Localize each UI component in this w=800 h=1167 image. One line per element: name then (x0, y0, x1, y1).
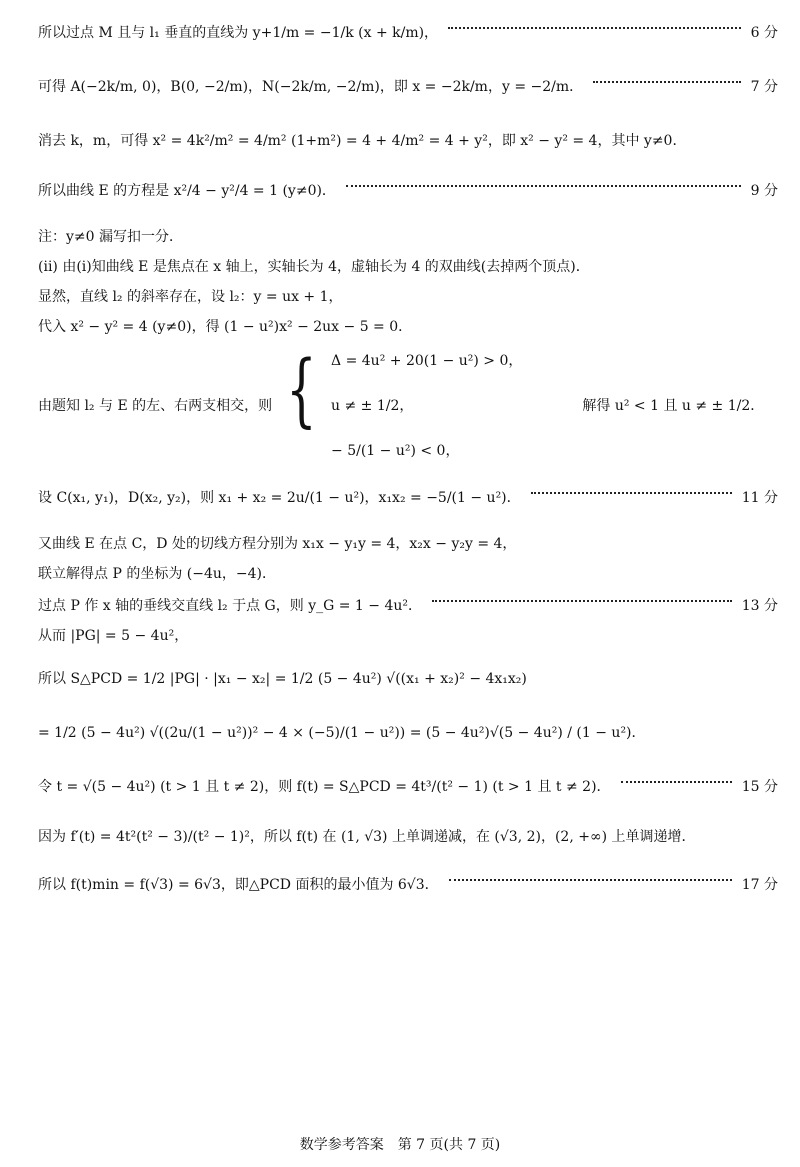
leader-dots (593, 81, 741, 83)
leader-dots (621, 781, 732, 783)
leader-dots (531, 492, 732, 494)
score-label: 7 分 (750, 79, 778, 95)
leader-dots (432, 600, 732, 602)
answer-line-4 (38, 180, 778, 200)
line-text: 所以过点 M 且与 l₁ 垂直的直线为 y+1/m = −1/k (x + k/m)， (38, 25, 439, 41)
line-text: = 1/2 (5 − 4u²) √((2u/(1 − u²))² − 4 × (−5)/(1 − u²)) = (5 − 4u²)√(5 − 4u²) / (1 − u²)． (38, 725, 646, 741)
line-text: 令 t = √(5 − 4u²) (t > 1 且 t ≠ 2)，则 f(t) = S△PCD = 4t³/(t² − 1) (t > 1 且 t ≠ 2)． (38, 779, 611, 795)
system-result: 解得 u² < 1 且 u ≠ ± 1/2． (582, 398, 765, 414)
answer-line-9 (38, 487, 778, 507)
score-label: 13 分 (741, 598, 778, 614)
answer-line-7 (38, 286, 778, 306)
leader-dots (346, 185, 741, 187)
line-text: 代入 x² − y² = 4 (y≠0)，得 (1 − u²)x² − 2ux − 5 = 0． (38, 319, 413, 335)
leader-dots (449, 879, 732, 881)
line-text: 所以 f(t)min = f(√3) = 6√3，即△PCD 面积的最小值为 6√3． (38, 877, 439, 893)
answer-line-15 (38, 722, 778, 742)
answer-line-8 (38, 316, 778, 336)
score-label: 9 分 (750, 183, 778, 199)
answer-line-10 (38, 533, 778, 553)
line-text: 所以曲线 E 的方程是 x²/4 − y²/4 = 1 (y≠0)． (38, 183, 336, 199)
system-row-2: u ≠ ± 1/2， (331, 398, 414, 414)
line-text: 可得 A(−2k/m, 0)，B(0, −2/m)，N(−2k/m, −2/m)，即 x = −2k/m，y = −2/m． (38, 79, 584, 95)
system-rows (331, 350, 522, 460)
line-text: 所以 S△PCD = 1/2 |PG| · |x₁ − x₂| = 1/2 (5 − 4u²) √((x₁ + x₂)² − 4x₁x₂) (38, 671, 527, 687)
system-row-1: Δ = 4u² + 20(1 − u²) > 0， (331, 353, 523, 369)
line-text: 显然，直线 l₂ 的斜率存在，设 l₂：y = ux + 1， (38, 289, 343, 305)
page-footer: 数学参考答案 第 7 页(共 7 页) (299, 1137, 501, 1153)
answer-line-6 (38, 256, 778, 276)
system-lead-text: 由题知 l₂ 与 E 的左、右两支相交，则 (38, 398, 273, 414)
system-row-3: − 5/(1 − u²) < 0， (331, 443, 460, 459)
line-text: 从而 |PG| = 5 − 4u²， (38, 628, 189, 644)
inequality-system (38, 345, 778, 465)
answer-line-11 (38, 563, 778, 583)
answer-line-1 (38, 22, 778, 42)
score-label: 6 分 (750, 25, 778, 41)
answer-line-16 (38, 776, 778, 796)
line-text: (ii) 由(i)知曲线 E 是焦点在 x 轴上，实轴长为 4，虚轴长为 4 的双曲线(去掉两个顶点)． (38, 259, 590, 275)
line-text: 又曲线 E 在点 C，D 处的切线方程分别为 x₁x − y₁y = 4，x₂x − y₂y = 4， (38, 536, 517, 552)
leader-dots (448, 27, 741, 29)
note-line (38, 226, 778, 246)
note-text: 注：y≠0 漏写扣一分． (38, 229, 183, 245)
answer-line-13 (38, 625, 778, 645)
answer-line-3 (38, 130, 778, 150)
answer-line-18 (38, 874, 778, 894)
answer-line-12 (38, 595, 778, 615)
line-text: 消去 k，m，可得 x² = 4k²/m² = 4/m² (1+m²) = 4 + 4/m² = 4 + y²，即 x² − y² = 4，其中 y≠0． (38, 133, 687, 149)
score-label: 17 分 (741, 877, 778, 893)
answer-line-2 (38, 76, 778, 96)
answer-line-17 (38, 826, 778, 846)
system-body (276, 343, 523, 460)
line-text: 因为 f′(t) = 4t²(t² − 3)/(t² − 1)²，所以 f(t) 在 (1, √3) 上单调递减，在 (√3, 2)，(2, +∞) 上单调递增． (38, 829, 696, 845)
line-text: 联立解得点 P 的坐标为 (−4u，−4)． (38, 566, 276, 582)
answer-line-14 (38, 668, 778, 688)
score-label: 15 分 (741, 779, 778, 795)
brace-symbol: { (286, 343, 317, 436)
score-label: 11 分 (741, 490, 778, 506)
line-text: 过点 P 作 x 轴的垂线交直线 l₂ 于点 G，则 y_G = 1 − 4u²． (38, 598, 422, 614)
line-text: 设 C(x₁, y₁)，D(x₂, y₂)，则 x₁ + x₂ = 2u/(1 − u²)，x₁x₂ = −5/(1 − u²)． (38, 490, 521, 506)
